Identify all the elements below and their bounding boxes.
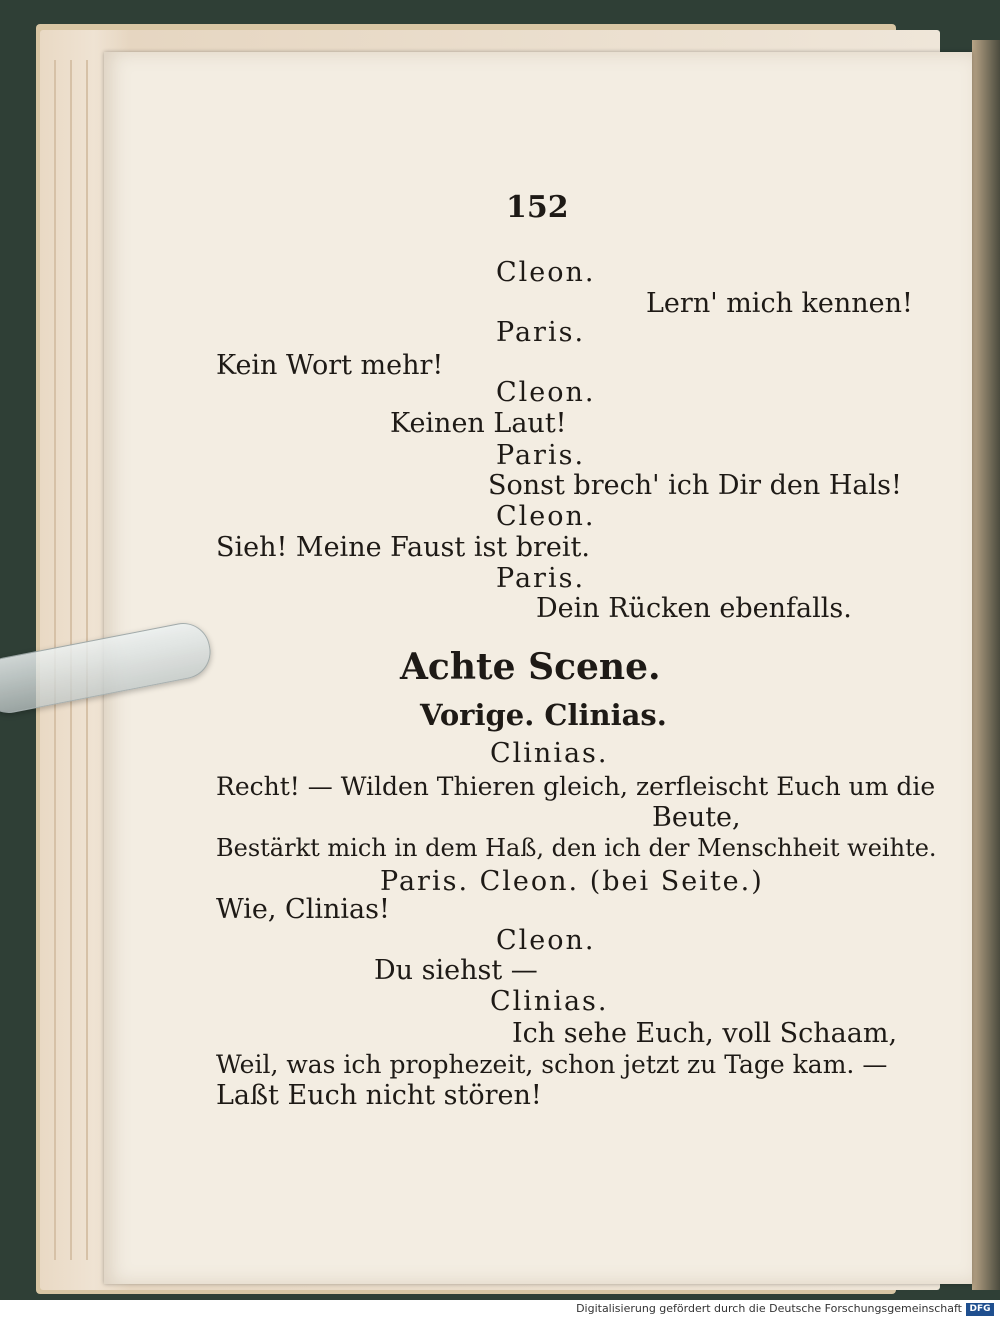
speaker-line: Paris. Cleon. (bei Seite.) bbox=[380, 866, 764, 897]
speaker-line: Cleon. bbox=[496, 257, 596, 288]
scene-characters: Vorige. Clinias. bbox=[420, 698, 667, 732]
speaker-line: Paris. bbox=[496, 440, 586, 471]
verse-line: Du siehst — bbox=[374, 955, 538, 986]
verse-line: Recht! — Wilden Thieren gleich, zerfleischt Euch um die bbox=[216, 772, 936, 801]
next-page-edge bbox=[972, 40, 1000, 1290]
verse-line: Ich sehe Euch, voll Schaam, bbox=[512, 1018, 898, 1049]
dfg-logo: DFG bbox=[966, 1303, 994, 1316]
speaker-line: Clinias. bbox=[490, 738, 609, 769]
verse-line: Sieh! Meine Faust ist breit. bbox=[216, 532, 590, 563]
scene-title: Achte Scene. bbox=[400, 646, 661, 688]
verse-line: Lern' mich kennen! bbox=[646, 288, 913, 319]
verse-line: Kein Wort mehr! bbox=[216, 350, 444, 381]
verse-line: Keinen Laut! bbox=[390, 408, 567, 439]
speaker-line: Clinias. bbox=[490, 986, 609, 1017]
verse-line: Weil, was ich prophezeit, schon jetzt zu Tage kam. — bbox=[216, 1050, 888, 1079]
book-page bbox=[104, 52, 972, 1284]
speaker-line: Cleon. bbox=[496, 377, 596, 408]
verse-line: Dein Rücken ebenfalls. bbox=[536, 593, 852, 624]
page-number: 152 bbox=[506, 190, 569, 225]
verse-line: Laßt Euch nicht stören! bbox=[216, 1080, 542, 1111]
verse-line: Sonst brech' ich Dir den Hals! bbox=[488, 470, 902, 501]
verse-line: Bestärkt mich in dem Haß, den ich der Menschheit weihte. bbox=[216, 834, 937, 862]
verse-line: Beute, bbox=[652, 802, 741, 833]
footer-credit: Digitalisierung gefördert durch die Deutsche Forschungsgemeinschaft bbox=[576, 1302, 962, 1315]
speaker-line: Paris. bbox=[496, 317, 586, 348]
speaker-line: Paris. bbox=[496, 563, 586, 594]
speaker-line: Cleon. bbox=[496, 925, 596, 956]
verse-line: Wie, Clinias! bbox=[216, 894, 390, 925]
speaker-line: Cleon. bbox=[496, 501, 596, 532]
